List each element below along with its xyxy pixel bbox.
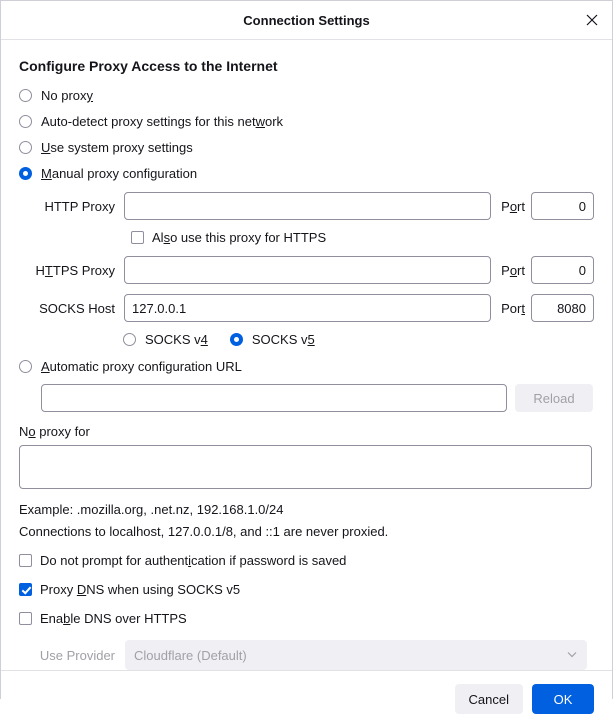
https-port-label: Port — [501, 262, 525, 278]
radio-indicator — [19, 141, 32, 154]
radio-socks-v5[interactable] — [230, 332, 315, 347]
radio-label: Use system proxy settings — [41, 140, 193, 155]
radio-no-proxy[interactable] — [19, 88, 594, 103]
checkbox-label: Do not prompt for authentication if password is saved — [40, 553, 347, 568]
radio-manual-proxy[interactable] — [19, 166, 594, 181]
https-port-input[interactable] — [531, 256, 594, 284]
radio-indicator — [19, 360, 32, 373]
checkbox-do-not-prompt-auth[interactable] — [19, 553, 594, 568]
radio-indicator — [230, 333, 243, 346]
dialog-title: Connection Settings — [243, 12, 370, 28]
radio-socks-v4[interactable] — [123, 332, 208, 347]
radio-indicator — [19, 167, 32, 180]
checkbox-indicator — [19, 554, 32, 567]
checkbox-indicator — [131, 231, 144, 244]
dialog-titlebar — [1, 1, 612, 40]
checkbox-indicator — [19, 583, 32, 596]
auto-config-url-input[interactable] — [41, 384, 507, 412]
section-heading: Configure Proxy Access to the Internet — [19, 58, 278, 74]
doh-provider-row — [19, 640, 594, 670]
no-proxy-for-label: No proxy for — [19, 424, 90, 439]
also-use-for-https-row[interactable] — [131, 230, 594, 245]
checkbox-label: Proxy DNS when using SOCKS v5 — [40, 582, 241, 597]
radio-label: SOCKS v4 — [145, 332, 208, 347]
http-port-label: Port — [501, 198, 525, 214]
checkbox-indicator — [19, 612, 32, 625]
close-icon[interactable] — [580, 8, 604, 32]
radio-label: No proxy — [41, 88, 94, 103]
doh-provider-label: Use Provider — [39, 647, 115, 663]
ok-button[interactable]: OK — [532, 684, 594, 714]
radio-label: SOCKS v5 — [251, 332, 315, 347]
radio-indicator — [19, 115, 32, 128]
no-proxy-for-textarea[interactable] — [19, 445, 592, 489]
cancel-button[interactable]: Cancel — [455, 684, 523, 714]
socks-host-input[interactable] — [124, 294, 491, 322]
radio-indicator — [19, 89, 32, 102]
https-proxy-label: HTTPS Proxy — [35, 262, 115, 278]
auto-config-url-row — [41, 384, 594, 412]
radio-auto-detect-proxy[interactable] — [19, 114, 594, 129]
socks-port-label: Port — [501, 300, 525, 316]
radio-label: Automatic proxy configuration URL — [41, 359, 242, 374]
socks-host-label: SOCKS Host — [39, 300, 115, 316]
example-hint: Example: .mozilla.org, .net.nz, 192.168.1.0/24 — [19, 502, 284, 517]
checkbox-enable-doh[interactable] — [19, 611, 594, 626]
radio-label: Auto-detect proxy settings for this network — [41, 114, 284, 129]
https-proxy-row — [19, 256, 594, 284]
http-proxy-input[interactable] — [124, 192, 491, 220]
reload-button[interactable]: Reload — [515, 384, 593, 412]
radio-system-proxy[interactable] — [19, 140, 594, 155]
socks-version-group — [123, 332, 594, 347]
checkbox-label: Enable DNS over HTTPS — [40, 611, 187, 626]
doh-provider-value: Cloudflare (Default) — [134, 647, 247, 663]
https-proxy-input[interactable] — [124, 256, 491, 284]
radio-label: Manual proxy configuration — [41, 166, 198, 181]
chevron-down-icon — [566, 648, 578, 663]
also-use-for-https-label: Also use this proxy for HTTPS — [152, 230, 327, 245]
http-proxy-label: HTTP Proxy — [44, 198, 115, 214]
doh-provider-select[interactable] — [125, 640, 587, 670]
radio-indicator — [123, 333, 136, 346]
checkbox-proxy-dns-socks5[interactable] — [19, 582, 594, 597]
http-proxy-row — [19, 192, 594, 220]
socks-host-row — [19, 294, 594, 322]
radio-auto-config-url[interactable] — [19, 359, 594, 374]
localhost-hint: Connections to localhost, 127.0.0.1/8, and ::1 are never proxied. — [19, 524, 389, 539]
http-port-input[interactable] — [531, 192, 594, 220]
dialog-content — [1, 40, 612, 670]
socks-port-input[interactable] — [531, 294, 594, 322]
